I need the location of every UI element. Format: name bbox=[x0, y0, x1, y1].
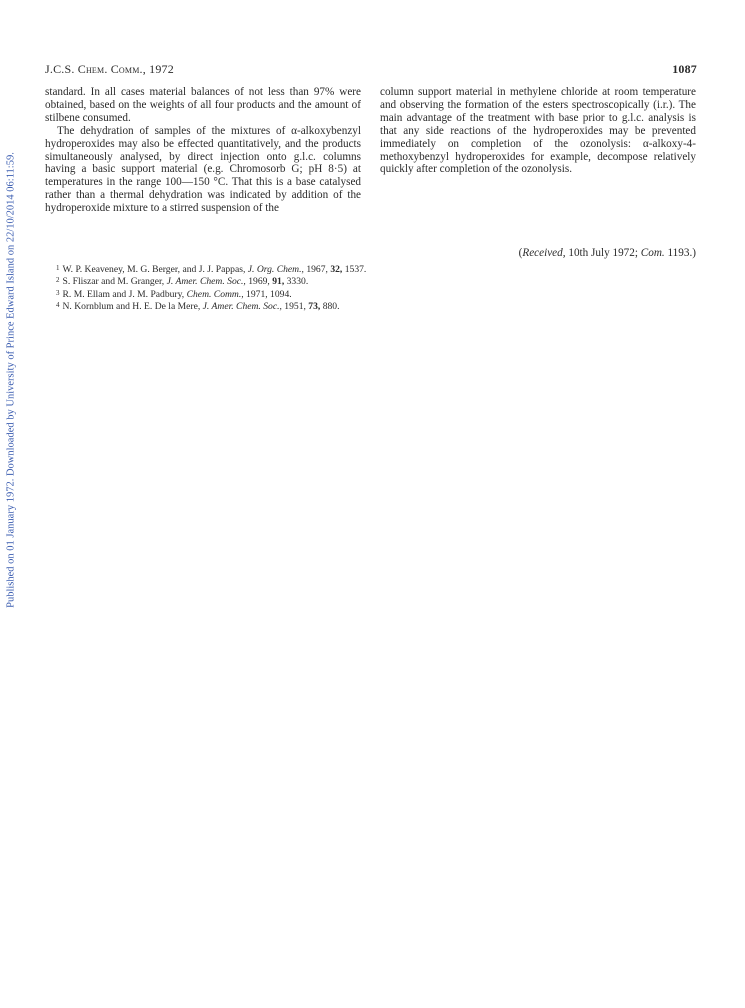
received-year: 1972; bbox=[612, 247, 638, 259]
reference-journal: J. Amer. Chem. Soc., bbox=[202, 301, 282, 313]
reference-item bbox=[56, 275, 576, 287]
running-header bbox=[45, 62, 697, 78]
reference-authors: W. P. Keaveney, M. G. Berger, and J. J. Pappas, bbox=[62, 264, 246, 275]
reference-item bbox=[56, 263, 576, 275]
reference-year: 1971, bbox=[246, 288, 268, 300]
left-paragraph-1: standard. In all cases material balances of not less than 97% were obtained, based on the weights of all four products and the amount of stilbene consumed. bbox=[45, 86, 361, 124]
reference-journal: J. Amer. Chem. Soc., bbox=[166, 276, 246, 288]
reference-page: 3330. bbox=[286, 276, 309, 288]
reference-authors: N. Kornblum and H. E. De la Mere, bbox=[62, 301, 201, 313]
reference-volume: 91, bbox=[272, 276, 285, 288]
reference-volume: 73, bbox=[308, 301, 321, 313]
reference-page: 1537. bbox=[344, 264, 367, 275]
reference-authors: R. M. Ellam and J. M. Padbury, bbox=[62, 288, 185, 300]
received-line: (Received, 10th July 1972; Com. 1193.) bbox=[518, 247, 696, 259]
download-watermark bbox=[2, 130, 20, 630]
reference-item bbox=[56, 300, 576, 312]
download-watermark-text: Published on 01 January 1972. Downloaded by University of Prince Edward Island on 22/10/2014 06:11:59. bbox=[5, 152, 17, 608]
references-list bbox=[56, 263, 576, 313]
reference-year: 1951, bbox=[284, 301, 306, 313]
journal-citation: J.C.S. Chem. Comm., 1972 bbox=[45, 62, 174, 76]
reference-number: 3 bbox=[56, 288, 60, 297]
reference-number: 1 bbox=[56, 264, 60, 272]
reference-item bbox=[56, 288, 576, 300]
com-label: Com. bbox=[640, 247, 665, 259]
reference-journal: J. Org. Chem., bbox=[247, 264, 304, 275]
right-paragraph-1: column support material in methylene chloride at room temperature and observing the formation of the esters spectroscopically (i.r.). The main advantage of the treatment with base prior to g.l.c. analysis is that any side reactions of the hydroperoxides may be prevented immediately on completion of the ozonolysis: α-alkoxy-4-methoxybenzyl hydroperoxides for example, decompose relatively quickly after completion of the ozonolysis. bbox=[380, 86, 696, 176]
reference-year: 1969, bbox=[248, 276, 270, 288]
reference-authors: S. Fliszar and M. Granger, bbox=[62, 276, 165, 288]
left-column bbox=[45, 86, 361, 215]
reference-year: 1967, bbox=[306, 264, 328, 275]
reference-page: 880. bbox=[322, 301, 340, 313]
page-number: 1087 bbox=[672, 62, 697, 76]
reference-number: 4 bbox=[56, 301, 60, 310]
received-date-day: 10th July bbox=[568, 247, 610, 259]
reference-journal: Chem. Comm., bbox=[186, 288, 244, 300]
com-number: 1193. bbox=[667, 247, 693, 259]
right-column bbox=[380, 86, 696, 176]
left-paragraph-2: The dehydration of samples of the mixtures of α-alkoxybenzyl hydroperoxides may also be effected quantitatively, and the products simultaneously analysed, by direct injection onto g.l.c. columns having a basic support material (e.g. Chromosorb G; pH 8·5) at temperatures in the range 100—150 °C. That this is a base catalysed rather than a thermal dehydration was indicated by addition of the hydroperoxide mixture to a stirred suspension of the bbox=[45, 124, 361, 215]
received-label: Received, bbox=[522, 247, 566, 259]
reference-volume: 32, bbox=[330, 264, 343, 275]
reference-page: 1094. bbox=[270, 288, 292, 300]
reference-number: 2 bbox=[56, 276, 60, 285]
